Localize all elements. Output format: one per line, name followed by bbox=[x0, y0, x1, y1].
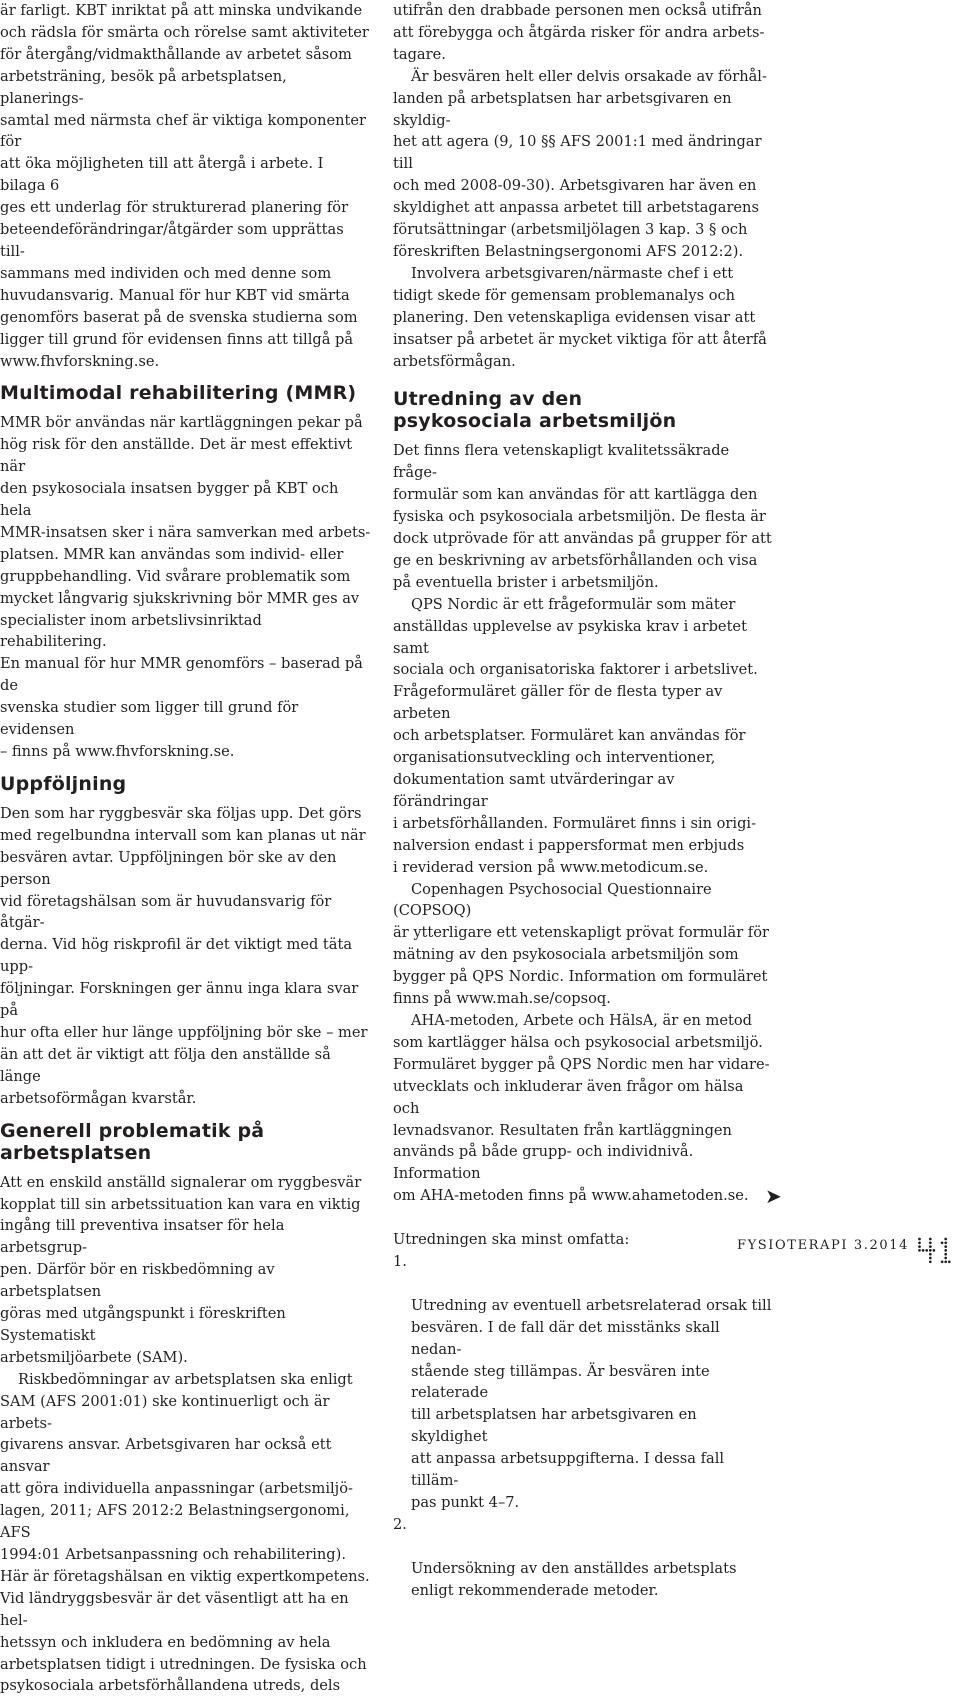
requirements-list bbox=[393, 1251, 773, 1602]
page-number-dot bbox=[929, 1260, 932, 1263]
right-intro-paragraph-2: Är besvären helt eller delvis orsakade av förhål- landen på arbetsplatsen har arbetsgivaren en skyldig- het att agera (9, 10 §§ AFS 2001:1 med ändringar till och med 2008-09-30). Arbetsgivaren har även en skyldighet att anpassa arbetet till arbetstagarens förutsättningar (arbetsmiljölagen 3 kap. 3 § och föreskriften Belastningsergonomi AFS 2012:2). bbox=[393, 67, 767, 260]
page-number bbox=[917, 1236, 957, 1266]
page-number-dot bbox=[929, 1241, 932, 1244]
page-number-dot bbox=[944, 1249, 947, 1252]
page-number-dot bbox=[929, 1257, 932, 1260]
utredning-paragraph-1: Det finns flera vetenskapligt kvalitetssäkrade fråge- formulär som kan användas för att kartlägga den fysiska och psykosociala arbetsmiljön. De flesta är dock utprövade för att användas på grupper för att ge en beskrivning av arbetsförhållanden och visa på eventuella brister i arbetsmiljön. bbox=[393, 442, 772, 591]
page-number-dot bbox=[929, 1245, 932, 1248]
page-number-dot bbox=[922, 1249, 925, 1252]
page-number-dot bbox=[929, 1249, 932, 1252]
utredning-paragraph-qps: QPS Nordic är ett frågeformulär som mäter anställdas upplevelse av psykiska krav i arbetet samt sociala och organisatoriska faktorer i arbetslivet. Frågeformuläret gäller för de flesta typer av arbeten och arbetsplatser. Formuläret kan användas för organisationsutveckling och interventioner, dokumentation samt utvärderingar av förändringar i arbetsförhållanden. Formuläret finns i sin origi- nalversion endast i pappersformat men erbjuds i reviderad version på www.metodicum.se. bbox=[393, 595, 758, 876]
right-intro-paragraph-1: utifrån den drabbade personen men också utifrån att förebygga och åtgärda risker för andra arbets- tagare. bbox=[393, 2, 765, 63]
page-number-dot bbox=[918, 1245, 921, 1248]
section-heading-utredning: Utredning av den psykosociala arbetsmiljön bbox=[393, 388, 677, 433]
page-number-dot bbox=[944, 1257, 947, 1260]
generell-paragraph-2: Riskbedömningar av arbetsplatsen ska enligt SAM (AFS 2001:01) ske kontinuerligt och är arbets- givarens ansvar. Arbetsgivaren har också ett ansvar att göra individuella anpassningar (arbetsmiljö- lagen, 2011; AFS 2012:2 Belastningsergonomi, AFS 1994:01 Arbetsanpassning och rehabilitering). Här är företagshälsan en viktig expertkompetens. Vid ländryggsbesvär är det väsentligt att ha en hel- hetssyn och inkludera en bedömning av hela arbetsplatsen tidigt i utredningen. De fysiska och psykosociala arbetsförhållandena utreds, dels bbox=[0, 1370, 370, 1695]
page-number-dotted-digits bbox=[917, 1236, 957, 1266]
utredning-paragraph-copsoq: Copenhagen Psychosocial Questionnaire (COPSOQ) är ytterligare ett vetenskapligt prövat formulär för mätning av den psykosociala arbetsmiljön som bygger på QPS Nordic. Information om formuläret finns på www.mah.se/copsoq. bbox=[393, 880, 769, 1008]
page-number-dot bbox=[944, 1260, 947, 1263]
section-heading-mmr: Multimodal rehabilitering (MMR) bbox=[0, 382, 357, 405]
spacer bbox=[393, 1207, 773, 1229]
page-number-dot bbox=[944, 1241, 947, 1244]
list-item-text: Utredning av eventuell arbetsrelaterad orsak till besvären. I de fall där det misstänks skall nedan- stående steg tillämpas. Är besvären inte relaterade till arbetsplatsen har arbetsgivaren en skyldighet att anpassa arbetsuppgifterna. I dessa fall tilläm- pas punkt 4–7. bbox=[411, 1296, 772, 1511]
page-number-dot bbox=[944, 1238, 947, 1241]
journal-footer: FYSIOTERAPI 3.2014 bbox=[737, 1238, 909, 1253]
page-number-dot bbox=[918, 1238, 921, 1241]
list-item bbox=[393, 1251, 773, 1514]
uppfoljning-paragraph: Den som har ryggbesvär ska följas upp. Det görs med regelbundna intervall som kan planas ut när besvären avtar. Uppföljningen bör ske av den person vid företagshälsan som är huvudansvarig för åtgär- derna. Vid hög riskprofil är det viktigt med täta upp- följningar. Forskningen ger ännu inga klara svar på hur ofta eller hur länge uppföljning bör ske – mer än att det är viktigt att följa den anställde så länge arbetsoförmågan kvarstår. bbox=[0, 804, 368, 1107]
page-number-dot bbox=[925, 1249, 928, 1252]
page-number-dot bbox=[941, 1260, 944, 1263]
page-number-dot bbox=[929, 1253, 932, 1256]
list-item-text: Undersökning av den anställdes arbetsplats enligt rekommenderade metoder. bbox=[411, 1559, 737, 1599]
utredning-paragraph-aha: AHA-metoden, Arbete och HälsA, är en metod som kartlägger hälsa och psykosocial arbetsmiljö. Formuläret bygger på QPS Nordic men har vidare- utvecklats och inkluderar även frågor om hälsa och levnadsvanor. Resultaten från kartläggningen används på både grupp- och individnivå. Information om AHA-metoden finns på www.ahametoden.se. bbox=[393, 1011, 770, 1205]
page-number-dot bbox=[918, 1241, 921, 1244]
generell-paragraph-1: Att en enskild anställd signalerar om ryggbesvär kopplat till sin arbetssituation kan vara en viktig ingång till preventiva insatser för hela arbetsgrup- pen. Därför bör en riskbedömning av arbetsplatsen göras med utgångspunkt i föreskriften Systematiskt arbetsmiljöarbete (SAM). bbox=[0, 1173, 362, 1366]
page-number-dot bbox=[944, 1253, 947, 1256]
page-number-dot bbox=[948, 1260, 951, 1263]
continue-arrow-icon: ➤ bbox=[765, 1184, 782, 1208]
right-column bbox=[393, 0, 773, 1602]
left-column bbox=[0, 0, 372, 1697]
page-number-dot bbox=[941, 1241, 944, 1244]
page-number-dot bbox=[944, 1245, 947, 1248]
intro-paragraph: är farligt. KBT inriktat på att minska undvikande och rädsla för smärta och rörelse samt aktiviteter för återgång/vidmakthållande av arbetet såsom arbetsträning, besök på arbetsplatsen, planerings- samtal med närmsta chef är viktiga komponenter för att öka möjligheten till att återgå i arbete. I bilaga 6 ges ett underlag för strukturerad planering för beteendeförändringar/åtgärder som upprättas till- sammans med individen och med denne som huvudansvarig. Manual för hur KBT vid smärta genomförs baserat på de svenska studierna som ligger till grund för evidensen finns att tillgå på www.fhvforskning.se. bbox=[0, 2, 369, 370]
mmr-paragraph: MMR bör användas när kartläggningen pekar på hög risk för den anställde. Det är mest effektivt när den psykosociala insatsen bygger på KBT och hela MMR-insatsen sker i nära samverkan med arbets- platsen. MMR kan användas som individ- eller gruppbehandling. Vid svårare problematik som mycket långvarig sjukskrivning bör MMR ges av specialister inom arbetslivsinriktad rehabilitering. En manual för hur MMR genomförs – baserad på de svenska studier som ligger till grund för evidensen – finns på www.fhvforskning.se. bbox=[0, 414, 371, 760]
section-heading-uppfoljning: Uppföljning bbox=[0, 772, 127, 795]
right-intro-paragraph-3: Involvera arbetsgivaren/närmaste chef i ett tidigt skede för gemensam problemanalys och planering. Den vetenskapliga evidensen visar att insatser på arbetet är mycket viktiga för att återfå arbetsförmågan. bbox=[393, 264, 767, 370]
list-item-number: 1. bbox=[393, 1253, 407, 1271]
page-number-dot bbox=[933, 1249, 936, 1252]
section-heading-generell: Generell problematik på arbetsplatsen bbox=[0, 1119, 265, 1164]
page-number-dot bbox=[918, 1249, 921, 1252]
list-item bbox=[393, 1514, 773, 1602]
list-intro: Utredningen ska minst omfatta: bbox=[393, 1231, 630, 1249]
page-number-dot bbox=[929, 1238, 932, 1241]
list-item-number: 2. bbox=[393, 1515, 407, 1533]
